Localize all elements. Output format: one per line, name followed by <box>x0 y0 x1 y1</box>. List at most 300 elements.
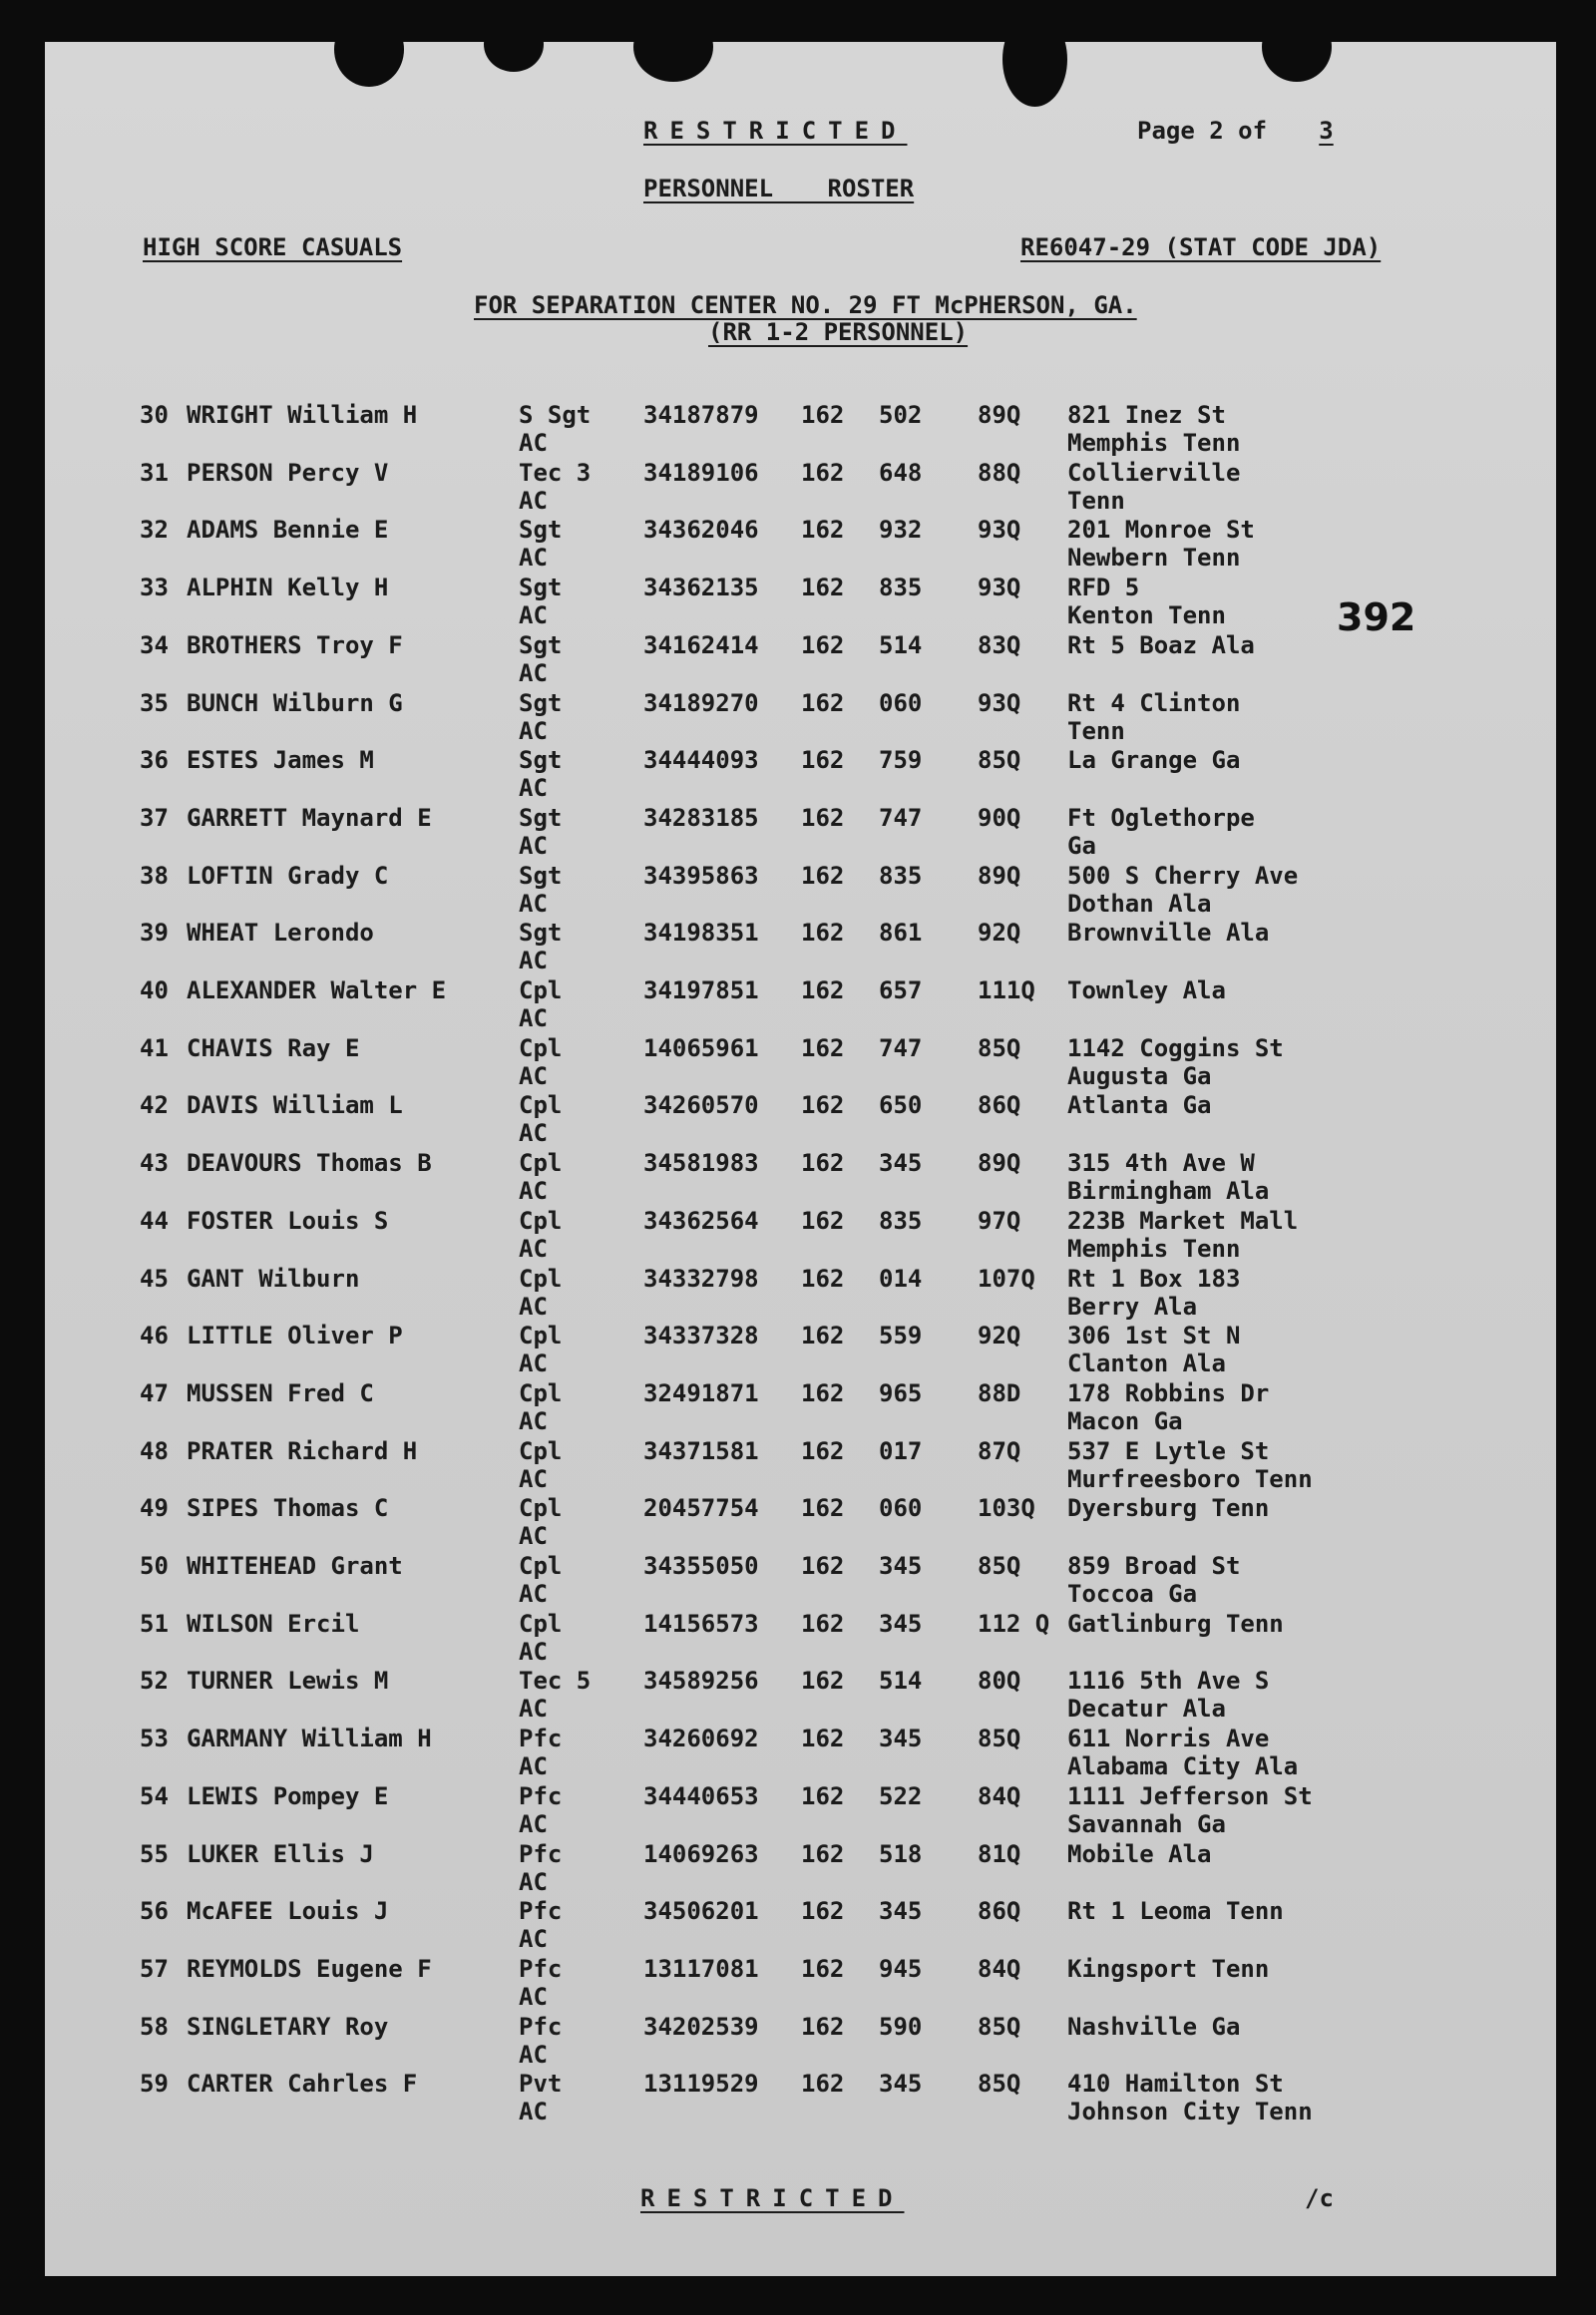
code-2: 965 <box>879 1378 923 1407</box>
address-line-1: Brownville Ala <box>1067 919 1270 948</box>
branch: AC <box>519 1061 548 1090</box>
branch: AC <box>519 1350 548 1378</box>
code-2: 060 <box>879 688 923 717</box>
serial-number: 13119529 <box>643 2070 759 2099</box>
score: 89Q <box>978 401 1021 429</box>
table-row <box>45 1840 1556 1898</box>
branch: AC <box>519 2040 548 2069</box>
row-number: 57 <box>140 1954 169 1983</box>
row-number: 41 <box>140 1033 169 1062</box>
rank: Cpl <box>519 976 563 1004</box>
score: 97Q <box>978 1206 1021 1235</box>
table-row <box>45 862 1556 920</box>
score: 81Q <box>978 1839 1021 1868</box>
row-number: 39 <box>140 919 169 948</box>
row-number: 44 <box>140 1206 169 1235</box>
serial-number: 34332798 <box>643 1264 759 1293</box>
group-label: HIGH SCORE CASUALS <box>143 233 403 261</box>
branch: AC <box>519 889 548 918</box>
punch-hole <box>1262 42 1332 82</box>
member-name: ADAMS Bennie E <box>187 516 389 545</box>
rank: Pfc <box>519 1839 563 1868</box>
address-line-1: 223B Market Mall <box>1067 1206 1299 1235</box>
rank: Cpl <box>519 1609 563 1638</box>
code-1: 162 <box>801 516 845 545</box>
address-line-2: Alabama City Ala <box>1067 1752 1299 1781</box>
code-2: 345 <box>879 1725 923 1753</box>
branch: AC <box>519 947 548 975</box>
code-1: 162 <box>801 1609 845 1638</box>
member-name: BUNCH Wilburn G <box>187 688 403 717</box>
address-line-1: Rt 1 Leoma Tenn <box>1067 1897 1284 1926</box>
rank: Cpl <box>519 1436 563 1465</box>
address-line-1: Townley Ala <box>1067 976 1226 1004</box>
member-name: LEWIS Pompey E <box>187 1781 389 1810</box>
branch: AC <box>519 601 548 630</box>
row-number: 47 <box>140 1378 169 1407</box>
code-2: 060 <box>879 1494 923 1523</box>
table-row <box>45 2070 1556 2127</box>
serial-number: 34260570 <box>643 1091 759 1120</box>
branch: AC <box>519 429 548 457</box>
branch: AC <box>519 1925 548 1954</box>
address-line-1: 306 1st St N <box>1067 1322 1241 1350</box>
score: 87Q <box>978 1436 1021 1465</box>
page-indicator <box>1137 117 1372 145</box>
rank: Pfc <box>519 1781 563 1810</box>
rank: Sgt <box>519 574 563 602</box>
punch-hole <box>1002 42 1067 107</box>
score: 86Q <box>978 1091 1021 1120</box>
table-row <box>45 689 1556 747</box>
member-name: ALPHIN Kelly H <box>187 574 389 602</box>
member-name: SIPES Thomas C <box>187 1494 389 1523</box>
rank: Pfc <box>519 2012 563 2041</box>
address-line-2: Macon Ga <box>1067 1406 1183 1435</box>
row-number: 30 <box>140 401 169 429</box>
code-2: 650 <box>879 1091 923 1120</box>
branch: AC <box>519 1637 548 1666</box>
rank: Cpl <box>519 1206 563 1235</box>
rank: Sgt <box>519 861 563 890</box>
code-1: 162 <box>801 574 845 602</box>
member-name: PERSON Percy V <box>187 458 389 487</box>
destination-line: FOR SEPARATION CENTER NO. 29 FT McPHERSON, GA. <box>474 291 1137 319</box>
score: 88Q <box>978 458 1021 487</box>
address-line-2: Decatur Ala <box>1067 1695 1226 1724</box>
address-line-1: Gatlinburg Tenn <box>1067 1609 1284 1638</box>
score: 92Q <box>978 1322 1021 1350</box>
serial-number: 34506201 <box>643 1897 759 1926</box>
code-1: 162 <box>801 861 845 890</box>
score: 88D <box>978 1378 1021 1407</box>
code-2: 345 <box>879 2070 923 2099</box>
member-name: TURNER Lewis M <box>187 1667 389 1696</box>
address-line-1: 1142 Coggins St <box>1067 1033 1284 1062</box>
table-row <box>45 459 1556 517</box>
punch-hole <box>334 42 404 87</box>
row-number: 54 <box>140 1781 169 1810</box>
rank: S Sgt <box>519 401 592 429</box>
row-number: 38 <box>140 861 169 890</box>
serial-number: 34581983 <box>643 1149 759 1178</box>
row-number: 59 <box>140 2070 169 2099</box>
code-1: 162 <box>801 803 845 832</box>
serial-number: 13117081 <box>643 1954 759 1983</box>
branch: AC <box>519 1234 548 1263</box>
table-row <box>45 401 1556 459</box>
score: 85Q <box>978 1552 1021 1580</box>
rank: Pfc <box>519 1954 563 1983</box>
row-number: 53 <box>140 1725 169 1753</box>
member-name: PRATER Richard H <box>187 1436 418 1465</box>
serial-number: 34362046 <box>643 516 759 545</box>
rank: Cpl <box>519 1033 563 1062</box>
member-name: FOSTER Louis S <box>187 1206 389 1235</box>
table-row <box>45 1379 1556 1437</box>
rank: Sgt <box>519 516 563 545</box>
rank: Sgt <box>519 803 563 832</box>
code-1: 162 <box>801 1839 845 1868</box>
row-number: 46 <box>140 1322 169 1350</box>
address-line-1: Mobile Ala <box>1067 1839 1212 1868</box>
table-row <box>45 1552 1556 1610</box>
code-1: 162 <box>801 1322 845 1350</box>
score: 92Q <box>978 919 1021 948</box>
address-line-2: Memphis Tenn <box>1067 1234 1241 1263</box>
address-line-1: Collierville <box>1067 458 1241 487</box>
rank: Cpl <box>519 1552 563 1580</box>
address-line-2: Berry Ala <box>1067 1292 1198 1321</box>
code-1: 162 <box>801 1149 845 1178</box>
member-name: GARRETT Maynard E <box>187 803 432 832</box>
rank: Tec 3 <box>519 458 592 487</box>
footer-mark: /c <box>1305 2184 1334 2212</box>
table-row <box>45 631 1556 689</box>
address-line-1: 500 S Cherry Ave <box>1067 861 1299 890</box>
code-1: 162 <box>801 630 845 659</box>
code-2: 345 <box>879 1149 923 1178</box>
address-line-1: 537 E Lytle St <box>1067 1436 1270 1465</box>
address-line-2: Ga <box>1067 831 1096 860</box>
member-name: WHITEHEAD Grant <box>187 1552 403 1580</box>
address-line-2: Dothan Ala <box>1067 889 1212 918</box>
rank: Cpl <box>519 1149 563 1178</box>
address-line-2: Birmingham Ala <box>1067 1177 1270 1206</box>
serial-number: 34337328 <box>643 1322 759 1350</box>
branch: AC <box>519 544 548 573</box>
restricted-footer: RESTRICTED <box>640 2184 905 2212</box>
serial-number: 20457754 <box>643 1494 759 1523</box>
code-2: 345 <box>879 1897 923 1926</box>
table-row <box>45 1207 1556 1265</box>
code-1: 162 <box>801 1494 845 1523</box>
branch: AC <box>519 831 548 860</box>
code-2: 345 <box>879 1552 923 1580</box>
score: 107Q <box>978 1264 1035 1293</box>
address-line-1: 315 4th Ave W <box>1067 1149 1255 1178</box>
row-number: 34 <box>140 630 169 659</box>
address-line-2: Newbern Tenn <box>1067 544 1241 573</box>
row-number: 52 <box>140 1667 169 1696</box>
serial-number: 32491871 <box>643 1378 759 1407</box>
address-line-2: Tenn <box>1067 486 1125 515</box>
code-2: 345 <box>879 1609 923 1638</box>
row-number: 49 <box>140 1494 169 1523</box>
code-2: 014 <box>879 1264 923 1293</box>
serial-number: 14156573 <box>643 1609 759 1638</box>
serial-number: 34162414 <box>643 630 759 659</box>
branch: AC <box>519 716 548 745</box>
table-row <box>45 746 1556 804</box>
stat-code: RE6047-29 (STAT CODE JDA) <box>1020 233 1382 261</box>
row-number: 36 <box>140 746 169 775</box>
table-row <box>45 1494 1556 1552</box>
row-number: 56 <box>140 1897 169 1926</box>
address-line-1: Rt 4 Clinton <box>1067 688 1241 717</box>
address-line-2: Augusta Ga <box>1067 1061 1212 1090</box>
rank: Pvt <box>519 2070 563 2099</box>
table-row <box>45 919 1556 976</box>
serial-number: 34440653 <box>643 1781 759 1810</box>
code-2: 835 <box>879 861 923 890</box>
address-line-2: Savannah Ga <box>1067 1809 1226 1838</box>
address-line-2: Clanton Ala <box>1067 1350 1226 1378</box>
score: 86Q <box>978 1897 1021 1926</box>
rank: Pfc <box>519 1725 563 1753</box>
code-2: 835 <box>879 1206 923 1235</box>
page-total: 3 <box>1319 117 1334 145</box>
table-row <box>45 1897 1556 1955</box>
branch: AC <box>519 1695 548 1724</box>
member-name: LOFTIN Grady C <box>187 861 389 890</box>
code-1: 162 <box>801 1436 845 1465</box>
member-name: ALEXANDER Walter E <box>187 976 447 1004</box>
code-2: 648 <box>879 458 923 487</box>
member-name: WHEAT Lerondo <box>187 919 374 948</box>
address-line-1: 178 Robbins Dr <box>1067 1378 1270 1407</box>
code-1: 162 <box>801 1667 845 1696</box>
score: 80Q <box>978 1667 1021 1696</box>
serial-number: 34355050 <box>643 1552 759 1580</box>
address-line-2: Tenn <box>1067 716 1125 745</box>
rank: Cpl <box>519 1091 563 1120</box>
code-1: 162 <box>801 458 845 487</box>
row-number: 32 <box>140 516 169 545</box>
code-1: 162 <box>801 976 845 1004</box>
serial-number: 34197851 <box>643 976 759 1004</box>
code-1: 162 <box>801 1091 845 1120</box>
address-line-1: Ft Oglethorpe <box>1067 803 1255 832</box>
row-number: 33 <box>140 574 169 602</box>
address-line-1: 611 Norris Ave <box>1067 1725 1270 1753</box>
code-2: 502 <box>879 401 923 429</box>
branch: AC <box>519 1809 548 1838</box>
row-number: 55 <box>140 1839 169 1868</box>
code-1: 162 <box>801 1033 845 1062</box>
code-2: 522 <box>879 1781 923 1810</box>
code-2: 861 <box>879 919 923 948</box>
address-line-2: Murfreesboro Tenn <box>1067 1464 1313 1493</box>
table-row <box>45 1955 1556 2013</box>
code-2: 657 <box>879 976 923 1004</box>
rank: Sgt <box>519 746 563 775</box>
address-line-1: Atlanta Ga <box>1067 1091 1212 1120</box>
serial-number: 34189270 <box>643 688 759 717</box>
serial-number: 34198351 <box>643 919 759 948</box>
score: 112 Q <box>978 1609 1050 1638</box>
branch: AC <box>519 486 548 515</box>
branch: AC <box>519 1464 548 1493</box>
roster-title: PERSONNEL ROSTER <box>643 175 915 202</box>
row-number: 37 <box>140 803 169 832</box>
member-name: BROTHERS Troy F <box>187 630 403 659</box>
score: 84Q <box>978 1954 1021 1983</box>
table-row <box>45 1667 1556 1725</box>
row-number: 48 <box>140 1436 169 1465</box>
row-number: 50 <box>140 1552 169 1580</box>
rank: Sgt <box>519 630 563 659</box>
row-number: 58 <box>140 2012 169 2041</box>
address-line-1: 859 Broad St <box>1067 1552 1241 1580</box>
rank: Cpl <box>519 1264 563 1293</box>
code-2: 514 <box>879 1667 923 1696</box>
branch: AC <box>519 1119 548 1148</box>
rank: Pfc <box>519 1897 563 1926</box>
score: 85Q <box>978 746 1021 775</box>
code-2: 759 <box>879 746 923 775</box>
score: 89Q <box>978 1149 1021 1178</box>
page-stamp: 392 <box>1337 595 1416 639</box>
restricted-header: RESTRICTED <box>643 117 908 145</box>
serial-number: 34283185 <box>643 803 759 832</box>
row-number: 40 <box>140 976 169 1004</box>
score: 89Q <box>978 861 1021 890</box>
address-line-1: RFD 5 <box>1067 574 1140 602</box>
branch: AC <box>519 1752 548 1781</box>
branch: AC <box>519 658 548 687</box>
member-name: CARTER Cahrles F <box>187 2070 418 2099</box>
code-2: 747 <box>879 1033 923 1062</box>
code-2: 518 <box>879 1839 923 1868</box>
table-row <box>45 2013 1556 2071</box>
punch-hole <box>633 42 713 82</box>
address-line-1: 1111 Jefferson St <box>1067 1781 1313 1810</box>
serial-number: 34202539 <box>643 2012 759 2041</box>
rank: Sgt <box>519 688 563 717</box>
code-1: 162 <box>801 401 845 429</box>
code-1: 162 <box>801 1378 845 1407</box>
code-1: 162 <box>801 1264 845 1293</box>
code-1: 162 <box>801 1725 845 1753</box>
serial-number: 14069263 <box>643 1839 759 1868</box>
address-line-1: Dyersburg Tenn <box>1067 1494 1270 1523</box>
code-1: 162 <box>801 1954 845 1983</box>
code-1: 162 <box>801 746 845 775</box>
address-line-1: 821 Inez St <box>1067 401 1226 429</box>
punch-hole <box>484 42 544 72</box>
serial-number: 34371581 <box>643 1436 759 1465</box>
score: 90Q <box>978 803 1021 832</box>
score: 111Q <box>978 976 1035 1004</box>
score: 85Q <box>978 2070 1021 2099</box>
code-1: 162 <box>801 1552 845 1580</box>
code-2: 559 <box>879 1322 923 1350</box>
serial-number: 34187879 <box>643 401 759 429</box>
member-name: GANT Wilburn <box>187 1264 360 1293</box>
member-name: MUSSEN Fred C <box>187 1378 374 1407</box>
document-page <box>45 42 1556 2276</box>
score: 84Q <box>978 1781 1021 1810</box>
address-line-2: Toccoa Ga <box>1067 1580 1198 1608</box>
score: 93Q <box>978 688 1021 717</box>
row-number: 43 <box>140 1149 169 1178</box>
branch: AC <box>519 1177 548 1206</box>
score: 83Q <box>978 630 1021 659</box>
code-1: 162 <box>801 2012 845 2041</box>
address-line-2: Johnson City Tenn <box>1067 2098 1313 2126</box>
member-name: WILSON Ercil <box>187 1609 360 1638</box>
table-row <box>45 1149 1556 1207</box>
member-name: LITTLE Oliver P <box>187 1322 403 1350</box>
table-row <box>45 1265 1556 1323</box>
score: 85Q <box>978 1033 1021 1062</box>
branch: AC <box>519 774 548 803</box>
address-line-1: Kingsport Tenn <box>1067 1954 1270 1983</box>
page-label: Page 2 of <box>1137 117 1268 145</box>
table-row <box>45 574 1556 631</box>
code-2: 945 <box>879 1954 923 1983</box>
rank: Cpl <box>519 1322 563 1350</box>
row-number: 42 <box>140 1091 169 1120</box>
row-number: 51 <box>140 1609 169 1638</box>
member-name: DEAVOURS Thomas B <box>187 1149 432 1178</box>
table-row <box>45 1322 1556 1379</box>
table-row <box>45 1782 1556 1840</box>
table-row <box>45 1610 1556 1668</box>
score: 85Q <box>978 2012 1021 2041</box>
member-name: LUKER Ellis J <box>187 1839 374 1868</box>
branch: AC <box>519 1867 548 1896</box>
row-number: 45 <box>140 1264 169 1293</box>
serial-number: 34260692 <box>643 1725 759 1753</box>
score: 85Q <box>978 1725 1021 1753</box>
branch: AC <box>519 1580 548 1608</box>
address-line-1: Nashville Ga <box>1067 2012 1241 2041</box>
row-number: 31 <box>140 458 169 487</box>
address-line-1: Rt 5 Boaz Ala <box>1067 630 1255 659</box>
branch: AC <box>519 2098 548 2126</box>
row-number: 35 <box>140 688 169 717</box>
address-line-1: La Grange Ga <box>1067 746 1241 775</box>
table-row <box>45 976 1556 1034</box>
serial-number: 14065961 <box>643 1033 759 1062</box>
table-row <box>45 1725 1556 1782</box>
address-line-2: Memphis Tenn <box>1067 429 1241 457</box>
serial-number: 34589256 <box>643 1667 759 1696</box>
member-name: ESTES James M <box>187 746 374 775</box>
code-2: 017 <box>879 1436 923 1465</box>
member-name: DAVIS William L <box>187 1091 403 1120</box>
table-row <box>45 1091 1556 1149</box>
code-2: 590 <box>879 2012 923 2041</box>
member-name: SINGLETARY Roy <box>187 2012 389 2041</box>
score: 93Q <box>978 574 1021 602</box>
branch: AC <box>519 1982 548 2011</box>
score: 103Q <box>978 1494 1035 1523</box>
serial-number: 34395863 <box>643 861 759 890</box>
serial-number: 34362564 <box>643 1206 759 1235</box>
